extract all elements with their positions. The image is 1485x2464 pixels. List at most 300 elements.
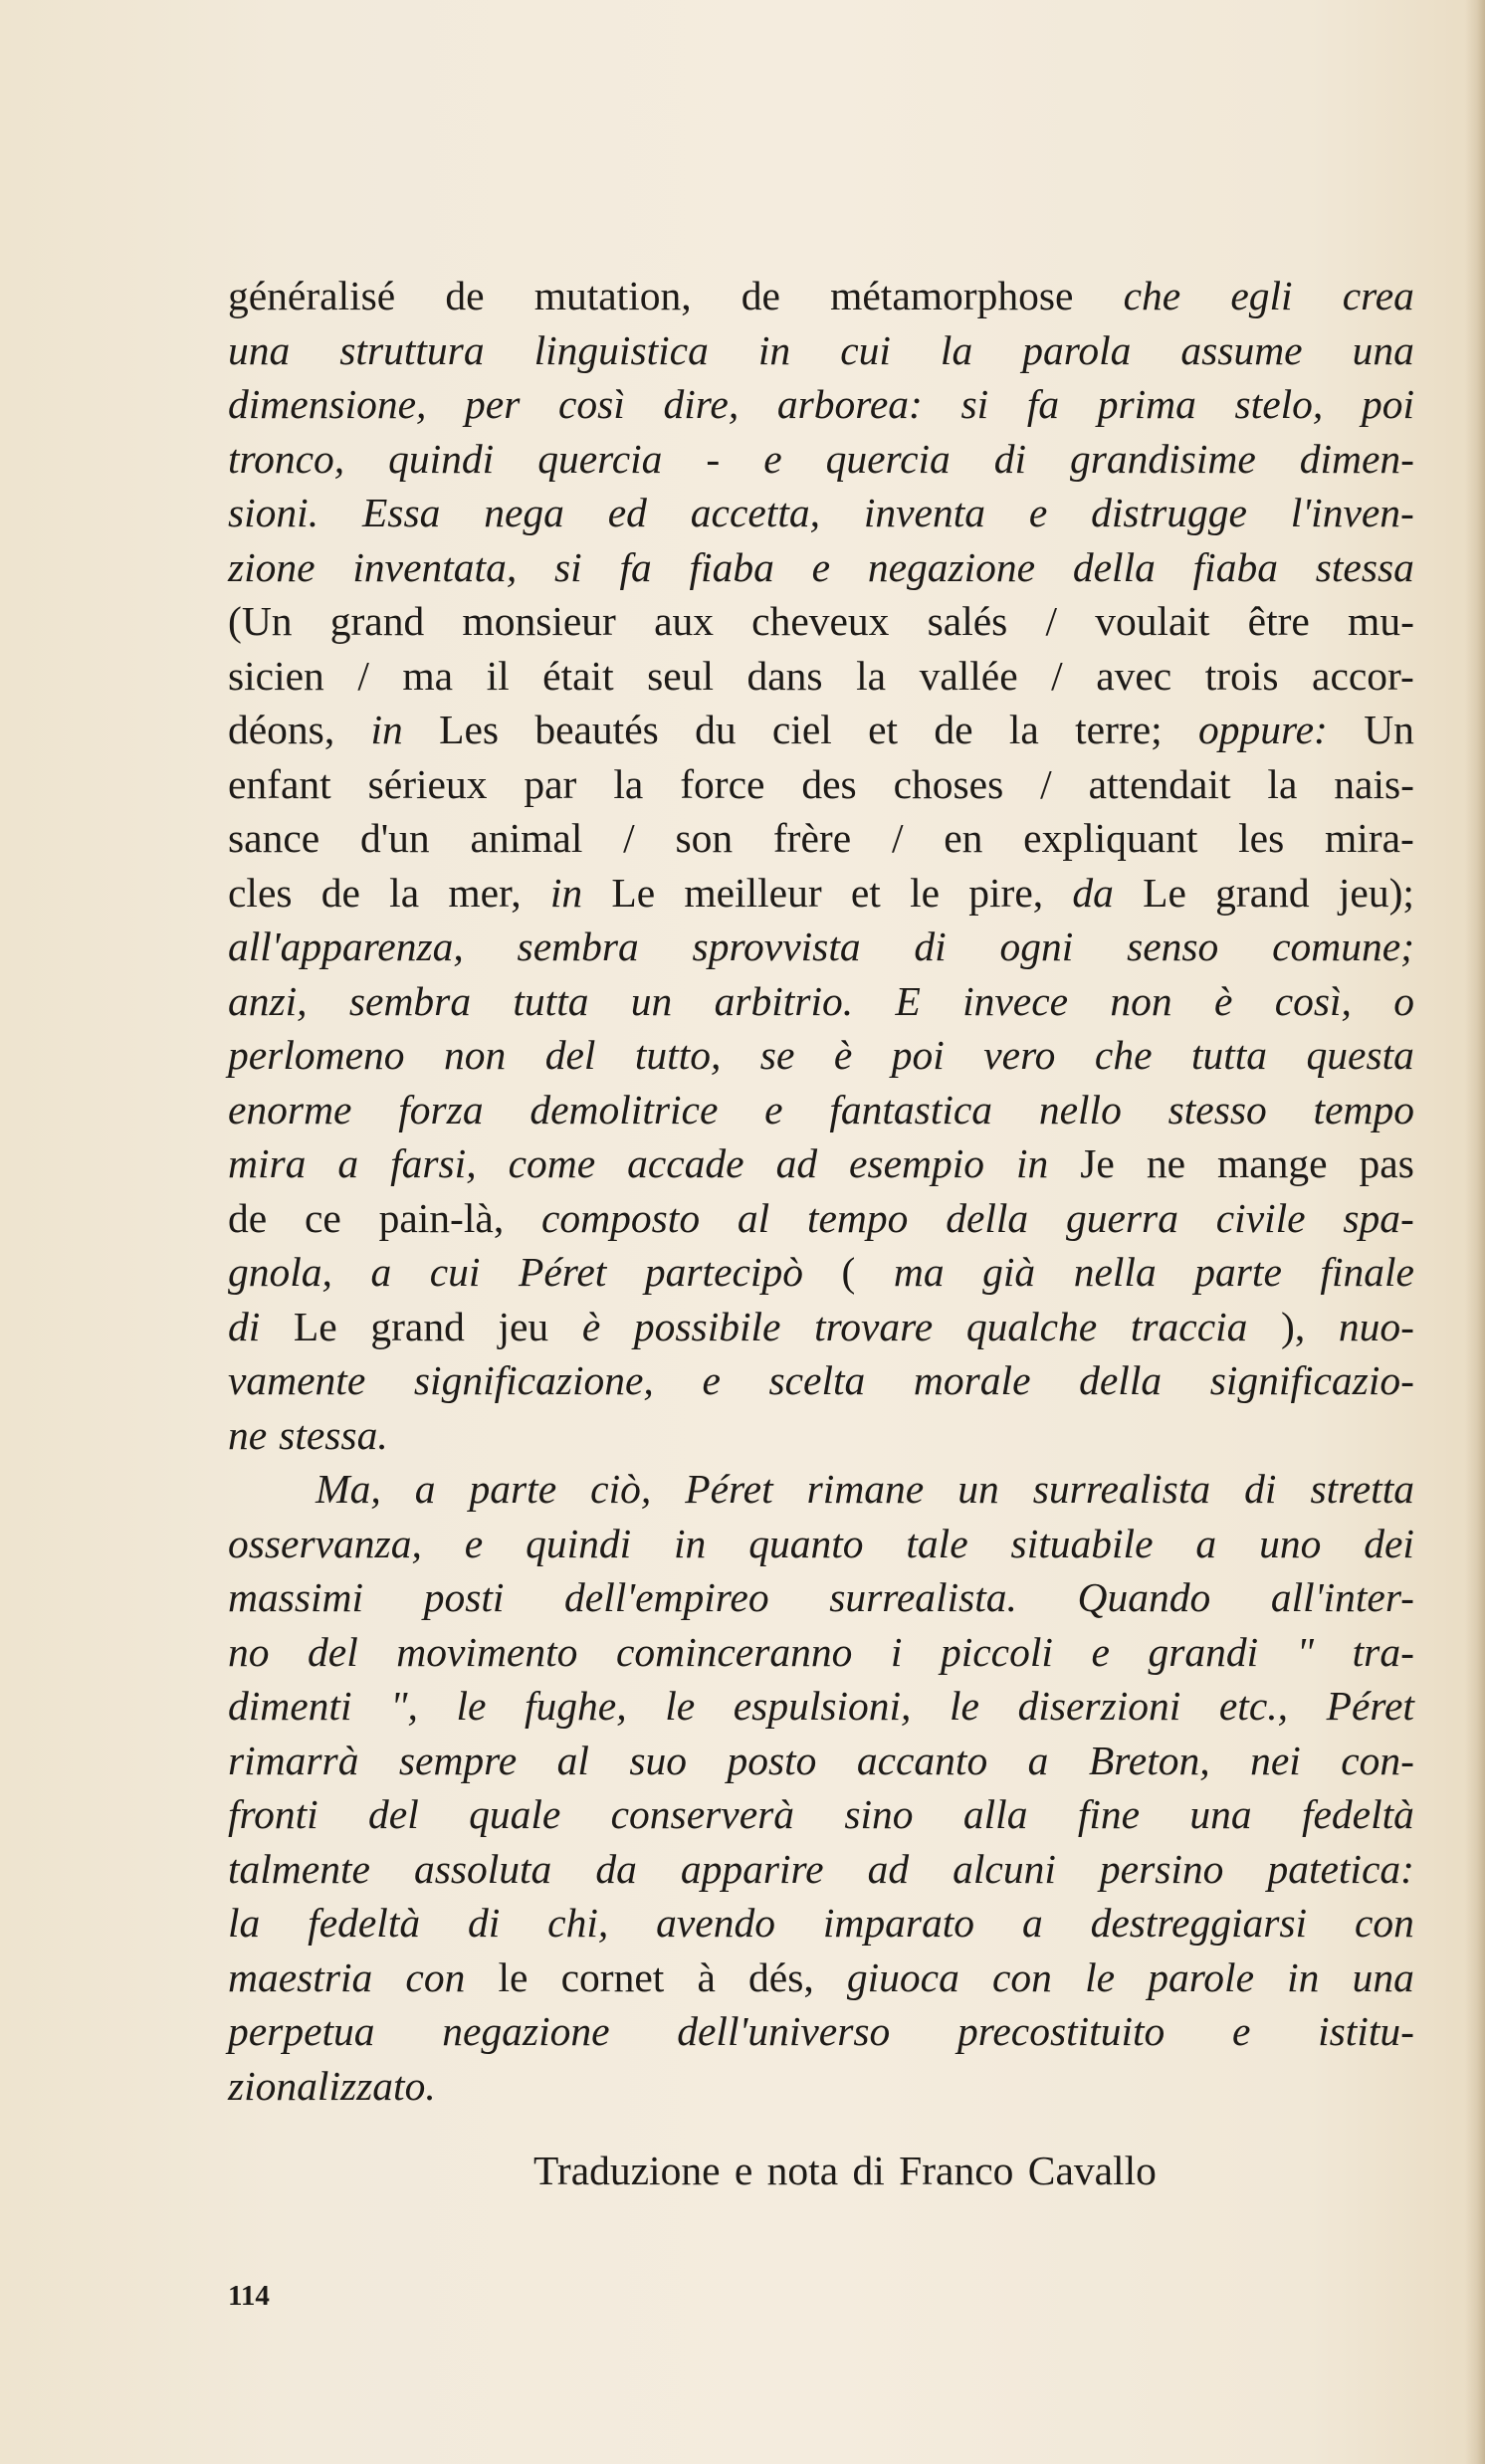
word: le [498, 1953, 529, 2000]
word: è [833, 1032, 853, 1078]
word: e [811, 543, 831, 590]
word: traccia [1130, 1303, 1248, 1349]
word: être [1247, 598, 1310, 644]
word: sprovvista [692, 924, 861, 969]
word: cheveux [751, 598, 890, 644]
word: à [697, 1953, 716, 2000]
word: alla [962, 1791, 1028, 1837]
word: son [675, 815, 734, 861]
word: e [702, 1357, 721, 1403]
word: dés, [748, 1953, 814, 2000]
text-line [228, 269, 1414, 323]
word: all'inter- [1270, 1574, 1414, 1620]
word: / [1040, 760, 1052, 807]
word: tempo [1313, 1086, 1414, 1132]
word: così, [1274, 977, 1352, 1024]
word: al [556, 1737, 589, 1783]
word: du [695, 707, 737, 752]
word: in [1287, 1953, 1320, 2000]
word: non [443, 1032, 507, 1078]
word: nuo- [1338, 1303, 1414, 1349]
word: massimi [228, 1574, 364, 1620]
word: / [1051, 652, 1063, 699]
word: arborea: [776, 381, 923, 427]
word: nega [484, 490, 564, 535]
word: accor- [1312, 652, 1414, 699]
word: di [468, 1900, 501, 1946]
word: vero [983, 1032, 1056, 1078]
word: ad [867, 1845, 910, 1892]
text-line [228, 1570, 1414, 1625]
word: civile [1215, 1194, 1306, 1241]
text-line [228, 1136, 1414, 1191]
text-line [228, 1408, 1414, 1463]
text-line [228, 649, 1414, 704]
word: la [1267, 760, 1298, 807]
word: distrugge [1091, 490, 1247, 535]
word: mira [228, 1140, 307, 1186]
word: una [1189, 1791, 1252, 1837]
word: a [337, 1140, 359, 1186]
word: frère [772, 815, 852, 861]
word: nei [1250, 1737, 1301, 1783]
word: sino [844, 1791, 914, 1837]
word: a [1021, 1900, 1043, 1946]
word: e [764, 1086, 783, 1132]
text-line [228, 486, 1414, 540]
word: rimane [806, 1466, 925, 1512]
word: perlomeno [228, 1032, 405, 1078]
word: le [950, 1683, 979, 1729]
text-line [228, 1842, 1414, 1897]
word: accade [627, 1140, 744, 1186]
word: parola [1022, 326, 1132, 373]
word: sérieux [367, 760, 488, 807]
word: composto [541, 1194, 701, 1241]
word: attendait [1088, 760, 1231, 807]
word: parte [1194, 1249, 1282, 1295]
text-line [228, 1353, 1414, 1408]
word: morale [913, 1357, 1031, 1403]
word: Péret [519, 1249, 607, 1295]
text-line [228, 1028, 1414, 1083]
word: non [1110, 977, 1172, 1024]
word: force [680, 760, 765, 807]
word: Péret [685, 1466, 773, 1512]
word: fiaba [1192, 543, 1278, 590]
word: significazione, [413, 1357, 654, 1403]
word: a [1195, 1520, 1217, 1566]
word: tutto, [634, 1032, 722, 1078]
word: mutation, [533, 273, 692, 318]
word: était [542, 652, 614, 699]
word: généralisé [228, 273, 396, 318]
word: precostituito [957, 2008, 1166, 2054]
word: un [630, 977, 673, 1024]
word: le [1085, 1953, 1116, 2000]
word: surrealista [1032, 1466, 1211, 1512]
word: parole [1148, 1953, 1254, 2000]
text-line [228, 1245, 1414, 1300]
word: le [665, 1683, 696, 1729]
word: si [553, 543, 582, 590]
word: si [960, 381, 989, 427]
word: / [623, 815, 635, 861]
word: seul [647, 652, 714, 699]
word: partecipò [644, 1249, 803, 1295]
word: della [1072, 543, 1156, 590]
word: con [992, 1953, 1052, 2000]
word: demolitrice [530, 1086, 719, 1132]
word: zionalizzato. [228, 2062, 436, 2109]
text-line [228, 1462, 1414, 1517]
word: ", [390, 1683, 418, 1729]
word: di [993, 435, 1027, 482]
word: enfant [228, 760, 331, 807]
word: la [613, 760, 644, 807]
word: fine [1077, 1791, 1141, 1837]
text-line [228, 757, 1414, 812]
word: sioni. [228, 490, 319, 535]
text-line [228, 540, 1414, 595]
word: della [1079, 1357, 1163, 1403]
word: espulsioni, [733, 1683, 912, 1729]
word: Péret [1326, 1683, 1414, 1729]
word: la [1008, 707, 1039, 752]
word: meilleur [684, 869, 822, 916]
word: voulait [1095, 598, 1210, 644]
word: grand [1215, 869, 1310, 916]
word: chi, [547, 1900, 609, 1946]
word: mange [1216, 1140, 1328, 1186]
word: ciò, [590, 1466, 652, 1512]
word: ), [1281, 1303, 1306, 1349]
text-line [228, 323, 1414, 378]
word: Breton, [1088, 1737, 1210, 1783]
word: aux [654, 598, 714, 644]
word: osservanza, [228, 1520, 422, 1566]
word: expliquant [1023, 815, 1198, 861]
word: è [581, 1303, 601, 1349]
word: con- [1341, 1737, 1414, 1783]
word: scelta [768, 1357, 866, 1403]
word: la [389, 869, 420, 916]
word: tronco, [228, 435, 345, 482]
word: una [1352, 1953, 1414, 2000]
word: surrealista. [829, 1574, 1017, 1620]
word: se [759, 1032, 795, 1078]
word: al [737, 1194, 770, 1241]
word: con [405, 1953, 466, 2000]
word: che [1094, 1032, 1153, 1078]
word: de [934, 707, 973, 752]
word: stessa [1315, 543, 1414, 590]
word: trovare [814, 1303, 934, 1349]
word: fedeltà [308, 1900, 421, 1946]
word: vamente [228, 1357, 366, 1403]
word: E [895, 977, 921, 1024]
word: i [890, 1628, 903, 1675]
word: et [868, 707, 899, 752]
word: in [674, 1520, 707, 1566]
word: zione [228, 543, 316, 590]
text-line [228, 377, 1414, 432]
word: comune; [1272, 924, 1414, 969]
word: Un [1364, 707, 1414, 752]
word: una [228, 326, 291, 373]
word: giuoca [846, 1953, 959, 2000]
word: del [308, 1628, 358, 1675]
word: farsi, [390, 1140, 477, 1186]
text-line [228, 432, 1414, 487]
word: quanto [748, 1520, 864, 1566]
word: dell'empireo [564, 1574, 769, 1620]
word: ogni [999, 924, 1074, 969]
word: nello [1038, 1086, 1122, 1132]
word: déons, [228, 707, 335, 752]
word: conserverà [610, 1791, 795, 1837]
text-line [228, 1083, 1414, 1137]
word: des [801, 760, 857, 807]
word: di [228, 1303, 261, 1349]
word: suo [629, 1737, 688, 1783]
word: perpetua [228, 2008, 375, 2054]
word: quercia [537, 435, 663, 482]
word: cui [840, 326, 891, 373]
word: un [957, 1466, 999, 1512]
word: vallée [919, 652, 1018, 699]
text-line [228, 1896, 1414, 1951]
word: sance [228, 815, 320, 861]
word: all'apparenza, [228, 924, 464, 969]
word: de [228, 1194, 268, 1241]
word: da [595, 1845, 637, 1892]
word: tempo [806, 1194, 909, 1241]
word: cui [429, 1249, 481, 1295]
text-line [228, 974, 1414, 1029]
word: e [464, 1520, 484, 1566]
word: / [891, 815, 904, 861]
word: di [914, 924, 947, 969]
word: invece [962, 977, 1069, 1024]
word: dimensione, [228, 381, 427, 427]
word: dimenti [228, 1683, 352, 1729]
word: ce [304, 1194, 341, 1241]
word: ciel [771, 707, 832, 752]
word: così [558, 381, 625, 427]
word: Les [439, 707, 500, 752]
word: monsieur [462, 598, 616, 644]
word: anzi, [228, 977, 308, 1024]
word: de [445, 273, 485, 318]
word: struttura [339, 326, 485, 373]
word: tutta [1190, 1032, 1268, 1078]
word: mu- [1348, 598, 1414, 644]
word: fa [1026, 381, 1060, 427]
word: di [1244, 1466, 1277, 1512]
word: cles [228, 869, 293, 916]
word: con [1354, 1900, 1414, 1946]
word: in [549, 869, 583, 916]
word: jeu [498, 1303, 549, 1349]
word: quale [469, 1791, 561, 1837]
word: mira- [1325, 815, 1414, 861]
word: ne [1146, 1140, 1185, 1186]
word: Le [611, 869, 656, 916]
word: poi [1361, 381, 1414, 427]
word: / [1045, 598, 1058, 644]
word: stesso [1167, 1086, 1267, 1132]
word: fughe, [525, 1683, 627, 1729]
word: tra- [1352, 1628, 1414, 1675]
word: piccoli [940, 1628, 1053, 1675]
word: - [706, 435, 721, 482]
word: e [1231, 2008, 1251, 2054]
word: fantastica [829, 1086, 993, 1132]
word: stessa. [279, 1411, 388, 1458]
word: assume [1180, 326, 1303, 373]
text-line [228, 920, 1414, 974]
word: avec [1096, 652, 1172, 699]
page-number: 114 [228, 2280, 270, 2312]
word: possibile [633, 1303, 781, 1349]
word: salés [927, 598, 1008, 644]
word: fedeltà [1301, 1791, 1414, 1837]
word: quindi [526, 1520, 632, 1566]
text-line [228, 703, 1414, 757]
word: significazio- [1209, 1357, 1414, 1403]
text-line [228, 1517, 1414, 1571]
word: ma [893, 1249, 945, 1295]
word: Quando [1077, 1574, 1211, 1620]
word: la [940, 326, 973, 373]
word: Le [1143, 869, 1186, 916]
word: tutta [513, 977, 589, 1024]
word: cominceranno [615, 1628, 853, 1675]
word: inventata, [352, 543, 518, 590]
word: diserzioni [1017, 1683, 1181, 1729]
word: en [944, 815, 983, 861]
word: una [1352, 326, 1414, 373]
word: negazione [442, 2008, 610, 2054]
word: come [508, 1140, 596, 1186]
word: finale [1320, 1249, 1414, 1295]
word: et [850, 869, 881, 916]
word: (Un [228, 598, 293, 644]
word: terre; [1075, 707, 1163, 752]
word: posti [423, 1574, 505, 1620]
word: maestria [228, 1953, 373, 2000]
word: " [1296, 1628, 1315, 1675]
word: in [1016, 1140, 1049, 1186]
word: dei [1364, 1520, 1414, 1566]
word: situabile [1010, 1520, 1154, 1566]
word: stelo, [1234, 381, 1324, 427]
text-line [228, 2059, 1414, 2114]
text-line [228, 1300, 1414, 1354]
word: poi [891, 1032, 945, 1078]
word: pas [1359, 1140, 1414, 1186]
word: accetta, [690, 490, 820, 535]
word: da [1072, 869, 1114, 916]
text-line [228, 811, 1414, 866]
word: inventa [863, 490, 985, 535]
word: Je [1080, 1140, 1115, 1186]
word: choses [893, 760, 1004, 807]
word: sicien [228, 652, 324, 699]
word: métamorphose [830, 273, 1074, 318]
text-line [228, 1191, 1414, 1246]
word: quindi [388, 435, 495, 482]
word: sembra [348, 977, 472, 1024]
word: imparato [822, 1900, 975, 1946]
word: questa [1306, 1032, 1414, 1078]
page-edge-shadow [1465, 0, 1485, 2464]
word: ad [775, 1140, 818, 1186]
text-line [228, 1679, 1414, 1734]
word: parte [469, 1466, 557, 1512]
word: d'un [359, 815, 430, 861]
word: sempre [398, 1737, 518, 1783]
word: e [1091, 1628, 1110, 1675]
word: e [763, 435, 782, 482]
word: de [741, 273, 780, 318]
word: esempio [849, 1140, 985, 1186]
text-line [228, 2004, 1414, 2059]
word: Le [293, 1303, 337, 1349]
word: nella [1073, 1249, 1157, 1295]
word: a [1027, 1737, 1049, 1783]
text-line [228, 1951, 1414, 2005]
word: trois [1204, 652, 1279, 699]
word: ma [402, 652, 454, 699]
word: l'inven- [1290, 490, 1414, 535]
word: grandi [1148, 1628, 1259, 1675]
word: movimento [396, 1628, 578, 1675]
word: avendo [656, 1900, 775, 1946]
word: in [757, 326, 791, 373]
text-line [228, 866, 1414, 921]
word: dimen- [1299, 435, 1414, 482]
word: persino [1099, 1845, 1224, 1892]
word: per [465, 381, 521, 427]
word: istitu- [1318, 2008, 1414, 2054]
word: forza [398, 1086, 484, 1132]
word: è [1213, 977, 1233, 1024]
word: animal [470, 815, 583, 861]
word: etc., [1218, 1683, 1289, 1729]
word: / [357, 652, 369, 699]
body-text [228, 269, 1414, 2113]
word: apparire [680, 1845, 824, 1892]
word: le [910, 869, 941, 916]
word: ed [607, 490, 647, 535]
word: senso [1127, 924, 1219, 969]
word: no [228, 1628, 270, 1675]
text-line [228, 594, 1414, 649]
word: pire, [968, 869, 1044, 916]
word: egli [1230, 273, 1293, 318]
word: qualche [965, 1303, 1098, 1349]
word: accanto [856, 1737, 988, 1783]
word: arbitrio. [714, 977, 854, 1024]
word: Essa [361, 490, 441, 535]
text-line [228, 1787, 1414, 1842]
word: tale [906, 1520, 968, 1566]
word: in [370, 707, 403, 752]
word: Ma, [316, 1466, 381, 1512]
word: stretta [1310, 1466, 1414, 1512]
